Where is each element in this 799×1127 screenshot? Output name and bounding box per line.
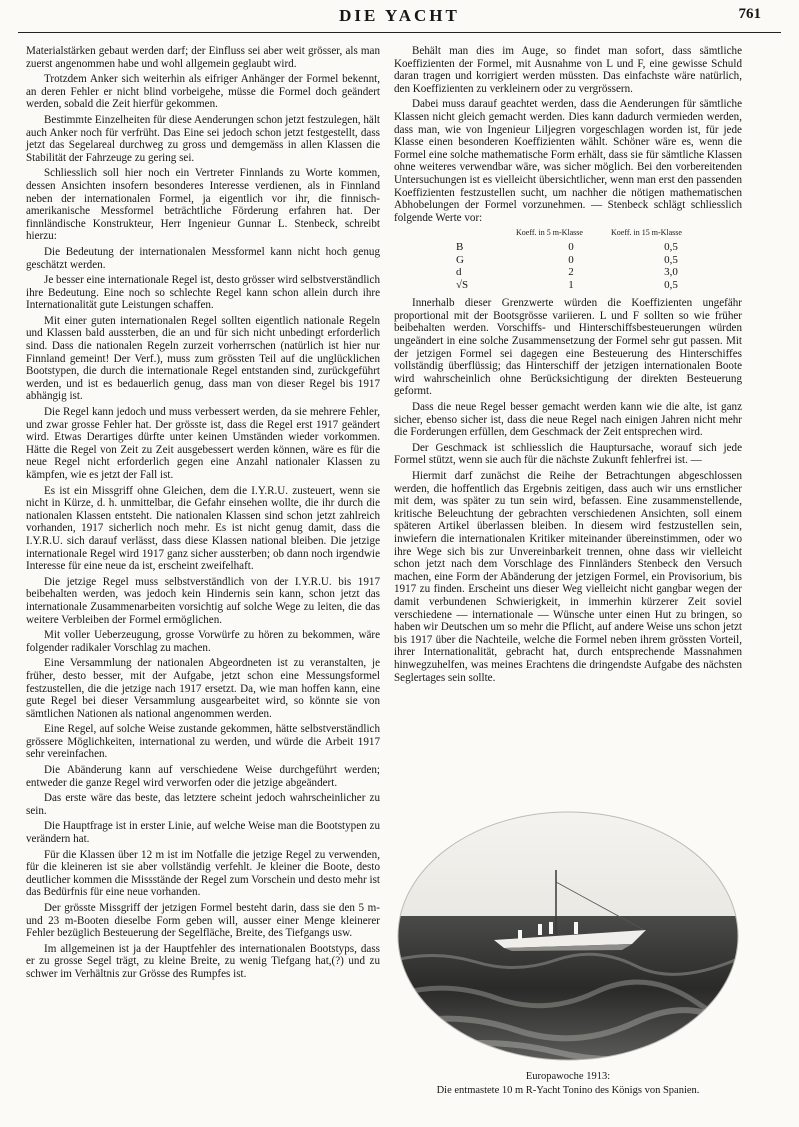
coef-value-5m: 2 bbox=[568, 266, 574, 279]
paragraph: Trotzdem Anker sich weiterhin als eifriger Anhänger der Formel bekennt, an deren Fehler er nicht blind vorbeigehe, müsse die Formel doch geändert werden, sobald die Zeit hierfür gekommen. bbox=[26, 73, 380, 111]
paragraph: Im allgemeinen ist ja der Hauptfehler des internationalen Bootstyps, dass er zu grosse Segel trägt, zu kleine Breite, zu wenig Tiefgang hat,(?) und zu schwer im Verhältnis zur Grösse des Rumpfes ist. bbox=[26, 942, 380, 980]
coef-row bbox=[394, 241, 742, 254]
coef-symbol: √S bbox=[456, 278, 469, 291]
page-header bbox=[18, 6, 781, 28]
coef-value-15m: 0,5 bbox=[664, 253, 678, 266]
coef-value-5m: 1 bbox=[568, 278, 574, 291]
page-number: 761 bbox=[738, 6, 761, 22]
paragraph: Das erste wäre das beste, das letztere scheint jedoch wahrscheinlicher zu sein. bbox=[26, 792, 380, 817]
header-rule bbox=[18, 32, 781, 33]
coef-row bbox=[394, 254, 742, 267]
right-column bbox=[394, 45, 742, 687]
paragraph: Hiermit darf zunächst die Reihe der Betrachtungen abgeschlossen werden, die hoffentlich das Ergebnis zeitigen, dass auch wir uns ernstlicher mit dem, was später zu tun sein wird, befassen. Eine zusammenstellende, kritische Beleuchtung der gebrachten verschiedenen Ansichten, soll einem späteren Artikel überlassen bleiben. In diesem wird festzustellen sein, inwiefern die internationalen Kritiker miteinander übereinstimmen, oder wo ihre Wege sich bis zur Unvereinbarkeit trennen, ohne dass wir vielleicht schon jetzt nach dem Vorschlage des Finnländers Stenbeck den Versuch machen, eine Form der Abänderung der jetzigen Formel, ein Provisorium, bis 1917 zu finden. Erscheint uns dieser Weg vielleicht nicht gangbar wegen der damit verbundenen Schwierigkeit, in immerhin kürzerer Zeit soviel verschiedene — internationale — Wünsche unter einen Hut zu bringen, so haben wir Deutschen um so mehr die Pflicht, auf andere Weise uns schon jetzt bis 1917 über die Nachteile, welche die Formel neben ihrem grössten Vorteil, ihrer Internationalität, gebracht hat, durch entsprechende Massnahmen hinwegzuhelfen, was meines Erachtens die dringendste Aufgabe des nächsten Seglertages sein sollte. bbox=[394, 470, 742, 684]
paragraph: Materialstärken gebaut werden darf; der Einfluss sei aber weit grösser, als man zuerst angenommen habe und wohl allgemein geglaubt wird. bbox=[26, 45, 380, 70]
coef-header-5m: Koeff. in 5 m-Klasse bbox=[516, 228, 583, 238]
coef-row bbox=[394, 266, 742, 279]
paragraph: Je besser eine internationale Regel ist, desto grösser wird selbstverständlich ihre Bedeutung. Eine noch so schlechte Regel kann schon allein durch ihre Internationalität gute Leistungen schaffen. bbox=[26, 274, 380, 312]
paragraph: Innerhalb dieser Grenzwerte würden die Koeffizienten ungefähr proportional mit der Bootsgrösse variieren. L und F sollten so wie früher beibehalten werden. Vorschiffs- und Hinterschiffsbesteuerungen würden ungeändert in eine solche Zusammensetzung der Formel sehr gut passen. Mit der jetzigen Formel sei dagegen eine Besteuerung des Hinterschiffes vollständig überflüssig; das Hinterschiff der jetzigen internationalen Boote wird wahrscheinlich ohne Berücksichtigung der direkten Besteuerung geformt. bbox=[394, 297, 742, 398]
paragraph: Für die Klassen über 12 m ist im Notfalle die jetzige Regel zu verwenden, für die kleineren ist sie aber vollständig verfehlt. Je kleiner die Boote, desto deutlicher kommen die Missstände der Regel zum Vorschein und desto mehr ist das Bedürfnis für eine neue vorhanden. bbox=[26, 848, 380, 899]
paragraph: Behält man dies im Auge, so findet man sofort, dass sämtliche Koeffizienten der Formel, mit Ausnahme von L und F, eine gewisse Schuld daran tragen und korrigiert werden müssten. Das einfachste wäre natürlich, den Koeffizienten zu verkleinern oder zu vergrössern. bbox=[394, 45, 742, 95]
paragraph: Es ist ein Missgriff ohne Gleichen, dem die I.Y.R.U. zusteuert, wenn sie nicht in Kürze, d. h. unmittelbar, die Gefahr einsehen wollte, die ihr durch die nationalen Klassen entsteht. Die nationalen Klassen sind schon jetzt zahlreich vorhanden, 1917 sicherlich noch mehr. Es ist nicht genug damit, dass die I.Y.R.U. sich darauf verlässt, dass diese Klassen national bleiben. Die jetzige internationale Regel wird 1917 ganz sicher aussterben; ob dann noch irgendwie Interesse für eine neue da ist, erscheint zweifelhaft. bbox=[26, 484, 380, 573]
journal-title: DIE YACHT bbox=[339, 6, 460, 25]
paragraph: Die Bedeutung der internationalen Messformel kann nicht hoch genug geschätzt werden. bbox=[26, 245, 380, 271]
photo-caption bbox=[396, 1070, 740, 1098]
coef-value-15m: 3,0 bbox=[664, 266, 678, 279]
paragraph: Mit einer guten internationalen Regel sollten eigentlich nationale Regeln und Klassen bald aussterben, die an und für sich nicht unbedingt erforderlich sind. Dass die nationalen Regeln zurzeit vorherrschen (natürlich ist hier nur Finnland gemeint! Der Verf.), muss zum grössten Teil auf die unglücklichen Bootstypen, die durch die internationale Regel entstanden sind, zurückgeführt werden, und ist es bedauerlich genug, dass man von dieser Regel bis 1917 abhängig ist. bbox=[26, 314, 380, 403]
paragraph: Der Geschmack ist schliesslich die Hauptursache, worauf sich jede Formel stützt, wenn sie auch für die nächste Zukunft fehlerfrei ist. — bbox=[394, 441, 742, 467]
paragraph: Der grösste Missgriff der jetzigen Formel besteht darin, dass sie den 5 m- und 23 m-Booten dieselbe Form geben will, ausser einer Menge kleinerer Fehler bezüglich Besteuerung der Segelfläche, Breite, des Tiefgangs usw. bbox=[26, 902, 380, 940]
paragraph: Dass die neue Regel besser gemacht werden kann wie die alte, ist ganz sicher, ebenso sicher ist, dass die neue Regel nach einigen Jahren nicht mehr die Forderungen erfüllen, dem Geschmack der Zeit entsprechen wird. bbox=[394, 401, 742, 439]
coef-symbol: G bbox=[456, 253, 464, 266]
paragraph: Die Regel kann jedoch und muss verbessert werden, da sie mehrere Fehler, und zwar grosse Fehler hat. Der grösste ist, dass die Regel erst 1917 geändert wird. Etwas Derartiges dürfte unter keinen Umständen wieder vorkommen. Hätte die Regel von Zeit zu Zeit ausgebessert werden können, wäre es für die neue Regel nicht erforderlich gegen eine Anzahl nationaler Klassen zu kämpfen, wie es jetzt der Fall ist. bbox=[26, 406, 380, 481]
paragraph: Die jetzige Regel muss selbstverständlich von der I.Y.R.U. bis 1917 beibehalten werden, was jedoch kein Hindernis sein kann, schon jetzt das internationale Zusammenarbeiten vorsichtig auf solche Wege zu leiten, die das weitere Verbleiben der Formel ermöglichen. bbox=[26, 575, 380, 626]
paragraph: Dabei muss darauf geachtet werden, dass die Aenderungen für sämtliche Klassen nicht gleich gemacht werden. Dies kann dadurch vermieden werden, dass man, wie von Ingenieur Liljegren vorgeschlagen worden ist, für jede Klasse einen besonderen Koeffizienten wählt. Schöner wäre es, wenn die Formel eine solche mathematische Form erhält, dass sie für sämtliche Klassen ohne weiteres verwendbar wäre, was sicher möglich. Bei den vorbereitenden Untersuchungen ist es vielleicht übersichtlicher, wenn man erst den passenden Koeffizienten festzustellen sucht, um nachher die nötigen mathematischen Abhobelungen der Formel vorzunehmen. — Stenbeck schlägt schliesslich folgende Werte vor: bbox=[394, 98, 742, 224]
paragraph: Eine Versammlung der nationalen Abgeordneten ist zu veranstalten, je früher, desto besser, mit der Aufgabe, jetzt schon eine Messungsformel festzustellen, die die jetzige nach 1917 ersetzt. Da, wie man hoffen kann, eine gute Regel bei dieser Versammlung ausgearbeitet wird, so könnte sie von sämtlichen Nationen als national angenommen werden. bbox=[26, 657, 380, 720]
paragraph: Die Abänderung kann auf verschiedene Weise durchgeführt werden; entweder die ganze Regel wird verworfen oder die jetzige abgeändert. bbox=[26, 764, 380, 789]
caption-title: Europawoche 1913: bbox=[525, 1071, 611, 1082]
coef-row bbox=[394, 279, 742, 292]
coef-value-15m: 0,5 bbox=[664, 240, 678, 253]
coef-symbol: d bbox=[456, 266, 462, 279]
coef-header-15m: Koeff. in 15 m-Klasse bbox=[611, 228, 682, 238]
coef-value-5m: 0 bbox=[568, 253, 574, 266]
paragraph: Schliesslich soll hier noch ein Vertreter Finnlands zu Worte kommen, dessen Ansichten insofern besonderes Interesse verdienen, als in Finnland neben der internationalen Formel, ja eigentlich vor ihr, die finnisch-amerikanische Messformel beträchtliche Förderung erfahren hat. Der finnländische Konstrukteur, Herr Ingenieur Gunnar L. Stenbeck, schreibt hierzu: bbox=[26, 167, 380, 243]
yacht-photo bbox=[396, 810, 740, 1062]
coef-value-15m: 0,5 bbox=[664, 278, 678, 291]
coef-value-5m: 0 bbox=[568, 240, 574, 253]
coef-symbol: B bbox=[456, 240, 464, 253]
paragraph: Die Hauptfrage ist in erster Linie, auf welche Weise man die Bootstypen zu verändern hat. bbox=[26, 820, 380, 846]
paragraph: Eine Regel, auf solche Weise zustande gekommen, hätte selbstverständlich grössere Möglichkeiten, international zu werden, und würde die Arbeit 1917 sehr vereinfachen. bbox=[26, 723, 380, 761]
caption-text: Die entmastete 10 m R-Yacht Tonino des Königs von Spanien. bbox=[436, 1085, 700, 1096]
paragraph: Bestimmte Einzelheiten für diese Aenderungen schon jetzt festzulegen, hält auch Anker noch für verfrüht. Das Eine sei jedoch schon jetzt festgestellt, dass jetzt das Segelareal durchweg zu gross und demgemäss in allen Klassen die Stabilität der Fahrzeuge zu gering sei. bbox=[26, 113, 380, 164]
coefficient-table bbox=[394, 227, 742, 291]
left-column bbox=[26, 45, 380, 984]
paragraph: Mit voller Ueberzeugung, grosse Vorwürfe zu hören zu bekommen, wäre folgender radikaler Vorschlag zu machen. bbox=[26, 629, 380, 654]
